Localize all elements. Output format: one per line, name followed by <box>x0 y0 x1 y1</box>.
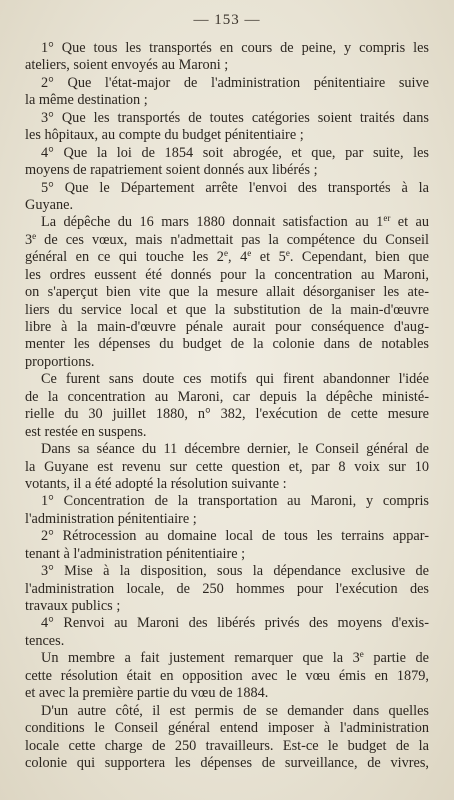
text-line: menter les dépenses du budget de la colonie dans de notables <box>25 336 429 353</box>
text-line: conditions le Conseil général entend imposer à l'administration <box>25 720 429 737</box>
text-line: 5° Que le Département arrête l'envoi des transportés à la <box>41 179 429 196</box>
text-line: Dans sa séance du 11 décembre dernier, le Conseil général de <box>41 441 429 458</box>
text-line: votants, il a été adopté la résolution suivante : <box>25 475 287 492</box>
text-line: 2° Rétrocession au domaine local de tous les terrains appar- <box>41 528 429 545</box>
text-line: locale cette charge de 250 travailleurs. Est-ce le budget de la <box>25 737 429 754</box>
text-line: 3° Que les transportés de toutes catégories soient traités dans <box>41 109 429 126</box>
text-line: 1° Concentration de la transportation au Maroni, y compris <box>41 493 429 510</box>
text-line: l'administration pénitentiaire ; <box>25 510 197 527</box>
text-line: 1° Que tous les transportés en cours de peine, y compris les <box>41 40 429 56</box>
text-line: liers du service local et que la substitution de la main-d'œuvre <box>25 301 429 318</box>
text-line: 4° Que la loi de 1854 soit abrogée, et que, par suite, les <box>41 144 429 161</box>
text-line: Un membre a fait justement remarquer que la 3e partie de <box>41 650 429 667</box>
text-line: libre à la main-d'œuvre pénale aurait pour conséquence d'aug- <box>25 319 429 335</box>
text-line: la même destination ; <box>25 92 148 109</box>
text-line: Ce furent sans doute ces motifs qui firent abandonner l'idée <box>41 371 429 388</box>
text-line: l'administration locale, de 250 hommes pour l'exécution des <box>25 580 429 597</box>
text-line: tenant à l'administration pénitentiaire ; <box>25 545 246 562</box>
text-line: les hôpitaux, au compte du budget pénitentiaire ; <box>25 127 304 144</box>
text-line: D'un autre côté, il est permis de se demander dans quelles <box>41 702 429 719</box>
text-line: et avec la première partie du vœu de 1884. <box>25 685 269 702</box>
text-line: proportions. <box>25 353 95 370</box>
text-line: 3° Mise à la disposition, sous la dépendance exclusive de <box>41 563 429 580</box>
text-line: 2° Que l'état-major de l'administration pénitentiaire suive <box>41 74 429 91</box>
text-line: on s'aperçut bien vite que la mesure allait désorganiser les ate- <box>25 284 429 301</box>
text-line: rielle du 30 juillet 1880, n° 382, l'exécution de cette mesure <box>25 406 429 423</box>
text-line: de la concentration au Maroni, car depuis la dépêche ministé- <box>25 388 429 405</box>
page-number: — 153 — <box>193 12 261 28</box>
text-line: général en ce qui touche les 2e, 4e et 5e. Cependant, bien que <box>25 249 429 266</box>
text-line: ateliers, soient envoyés au Maroni ; <box>25 57 229 74</box>
text-line: 3e de ces vœux, mais n'admettait pas la compétence du Conseil <box>25 231 429 248</box>
text-line: cette résolution était en opposition avec le vœu émis en 1879, <box>25 667 429 684</box>
text-line: colonie qui supportera les dépenses de surveillance, de vivres, <box>25 754 429 771</box>
body-text <box>25 40 429 772</box>
text-line: la Guyane est revenu sur cette question et, par 8 voix sur 10 <box>25 458 429 475</box>
text-line: Guyane. <box>25 196 74 213</box>
text-line: moyens de rapatriement soient donnés aux libérés ; <box>25 162 318 179</box>
text-line: travaux publics ; <box>25 598 121 614</box>
text-line: les ordres eussent été donnés pour la concentration au Maroni, <box>25 266 429 283</box>
text-line: 4° Renvoi au Maroni des libérés privés des moyens d'exis- <box>41 615 429 632</box>
text-line: tences. <box>25 632 65 649</box>
text-line: La dépêche du 16 mars 1880 donnait satisfaction au 1er et au <box>41 214 429 231</box>
text-line: est restée en suspens. <box>25 423 147 440</box>
